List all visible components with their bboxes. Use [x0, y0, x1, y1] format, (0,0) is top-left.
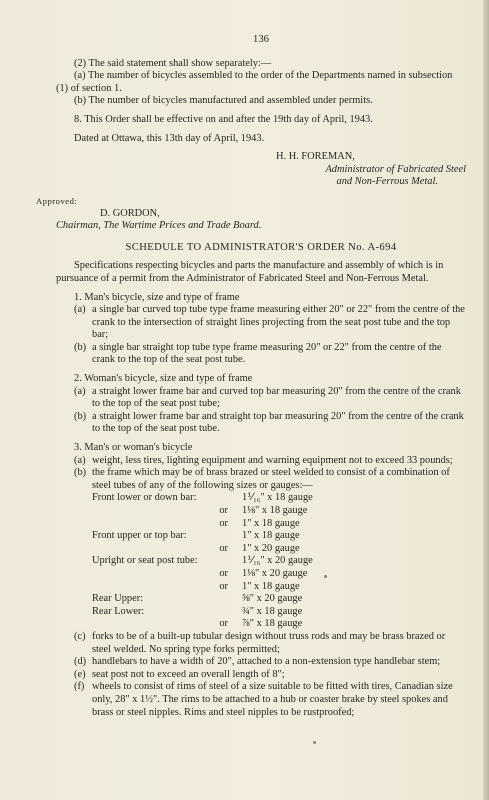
- gauge-value: ⅞" x 18 gauge: [242, 618, 303, 630]
- section-8: 8. This Order shall be effective on and after the 19th day of April, 1943.: [74, 113, 373, 125]
- item-text: a single bar curved top tube type frame measuring either 20" or 22" from the centre of the crank to the intersection of straight lines projecting from the seat post tube and the top bar;: [92, 304, 465, 341]
- section-3-item-b: [56, 467, 466, 492]
- gauge-row: [56, 530, 466, 543]
- gauge-part-label: Upright or seat post tube:: [92, 555, 198, 567]
- section-3-item-c: [56, 631, 466, 656]
- item-label: (c): [74, 630, 86, 642]
- item-label: (a): [74, 304, 86, 316]
- gauge-or: or: [219, 567, 228, 579]
- schedule-intro: Specifications respecting bicycles and parts the manufacture and assembly of which is in pursuance of a permit from the Administrator of Fabricated Steel and Non-Ferrous Metal.: [56, 260, 444, 284]
- item-text: forks to be of a built-up tubular design without truss rods and may be brass brazed or steel welded. No spring type forks permitted;: [92, 630, 446, 655]
- gauge-or: or: [219, 517, 228, 529]
- item-text: a straight lower frame bar and straight top bar measuring 20" from the centre of the crank to the top of the seat post tube.: [92, 410, 464, 435]
- item-label: (b): [74, 467, 87, 479]
- gauge-or: or: [219, 618, 228, 630]
- section-1-title: 1. Man's bicycle, size and type of frame: [74, 291, 240, 303]
- gauge-or: or: [219, 580, 228, 592]
- gauge-value: 1⅛" x 20 gauge: [242, 567, 308, 579]
- gauge-or: [206, 593, 242, 606]
- gauge-row: [56, 568, 466, 581]
- approved-label: Approved:: [36, 195, 78, 206]
- gauge-value: 1⅟₁₆" x 18 gauge: [242, 492, 313, 504]
- gauge-or: [206, 555, 242, 568]
- gauge-value: 1" x 18 gauge: [242, 517, 300, 529]
- page-content: [36, 34, 466, 719]
- item-text: the frame which may be of brass brazed or steel welded to consist of a combination of steel tubes of any of the following sizes or gauges:—: [92, 467, 450, 491]
- gauge-value: 1⅟₁₆" x 20 gauge: [242, 555, 313, 567]
- page-edge: [483, 0, 489, 800]
- gauge-part-label: [56, 581, 206, 594]
- gauge-value: ¾" x 18 gauge: [242, 605, 303, 617]
- gauge-part-label: Rear Upper:: [92, 593, 144, 605]
- item-text: a straight lower frame bar and curved top bar measuring 20" from the centre of the crank to the top of the seat post tube;: [92, 385, 461, 410]
- item-text: a single bar straight top tube type frame measuring 20" or 22" from the centre of the crank to the top of the seat post tube.: [92, 341, 442, 366]
- item-label: (d): [74, 656, 87, 668]
- gauge-value: 1" x 18 gauge: [242, 580, 300, 592]
- gauge-value: ⅝" x 20 gauge: [242, 593, 303, 605]
- item-label: (e): [74, 668, 86, 680]
- item-label: (b): [74, 341, 87, 353]
- section-1-item-a: [56, 304, 466, 342]
- gauge-part-label: [56, 505, 206, 518]
- section-2-title: 2. Woman's bicycle, size and type of frame: [74, 373, 253, 385]
- para-2b: (b) The number of bicycles manufactured and assembled under permits.: [74, 95, 373, 107]
- section-2-item-b: [56, 411, 466, 436]
- gauge-row: [56, 618, 466, 631]
- gauge-or: [206, 530, 242, 543]
- speck: [313, 741, 316, 744]
- gauge-part-label: Front upper or top bar:: [92, 530, 187, 542]
- para-2a: (a) The number of bicycles assembled to the order of the Departments named in subsection (1) of section 1.: [56, 70, 453, 94]
- gauge-row: [56, 606, 466, 619]
- item-label: (a): [74, 385, 86, 397]
- gauge-row: [56, 505, 466, 518]
- gauge-row: [56, 492, 466, 505]
- gauge-part-label: [56, 618, 206, 631]
- signatory-name: H. H. FOREMAN,: [276, 151, 355, 163]
- item-text: weight, less tires, lighting equipment and warning equipment not to exceed 33 pounds;: [92, 454, 453, 466]
- item-label: (a): [74, 454, 86, 466]
- section-3-item-e: [56, 669, 466, 682]
- section-3-item-d: [56, 656, 466, 669]
- gauge-row: [56, 518, 466, 531]
- section-2-item-a: [56, 386, 466, 411]
- page-number: 136: [253, 34, 269, 45]
- item-text: wheels to consist of rims of steel of a size suitable to be fitted with tires, Canadian size only, 28" x 1½". The rims to be attached to a hub or coaster brake by steel spokes and brass or steel nipples. Rims and steel nipples to be rustproofed;: [92, 681, 453, 718]
- gauge-part-label: [56, 518, 206, 531]
- schedule-heading: SCHEDULE TO ADMINISTRATOR'S ORDER No. A-694: [125, 241, 397, 253]
- gauge-part-label: Front lower or down bar:: [92, 492, 197, 504]
- section-3-item-f: [56, 681, 466, 719]
- dated-line: Dated at Ottawa, this 13th day of April, 1943.: [74, 132, 265, 144]
- approver-title: Chairman, The Wartime Prices and Trade Board.: [56, 220, 262, 232]
- para-2: (2) The said statement shall show separately:—: [74, 57, 272, 69]
- gauge-row: [56, 543, 466, 556]
- item-text: handlebars to have a width of 20", attached to a non-extension type handlebar stem;: [92, 656, 441, 668]
- gauge-table: [56, 492, 466, 631]
- section-1-item-b: [56, 342, 466, 367]
- gauge-row: [56, 555, 466, 568]
- gauge-part-label: Rear Lower:: [92, 605, 145, 617]
- item-label: (b): [74, 410, 87, 422]
- gauge-value: 1⅛" x 18 gauge: [242, 505, 308, 516]
- gauge-or: or: [219, 542, 228, 554]
- gauge-or: [206, 492, 242, 505]
- section-3-item-a: [56, 455, 466, 468]
- gauge-row: [56, 581, 466, 594]
- item-label: (f): [74, 681, 85, 693]
- signatory-title-2: and Non-Ferrous Metal.: [336, 176, 438, 188]
- item-text: seat post not to exceed an overall length of 8";: [92, 668, 285, 680]
- gauge-part-label: [56, 543, 206, 556]
- gauge-or: [206, 606, 242, 619]
- section-3-title: 3. Man's or woman's bicycle: [74, 442, 193, 454]
- signatory-title-1: Administrator of Fabricated Steel: [325, 163, 466, 175]
- gauge-or: or: [219, 505, 228, 516]
- gauge-value: 1" x 20 gauge: [242, 542, 300, 554]
- gauge-part-label: [56, 568, 206, 581]
- gauge-value: 1" x 18 gauge: [242, 530, 300, 542]
- approver-name: D. GORDON,: [100, 207, 160, 219]
- gauge-row: [56, 593, 466, 606]
